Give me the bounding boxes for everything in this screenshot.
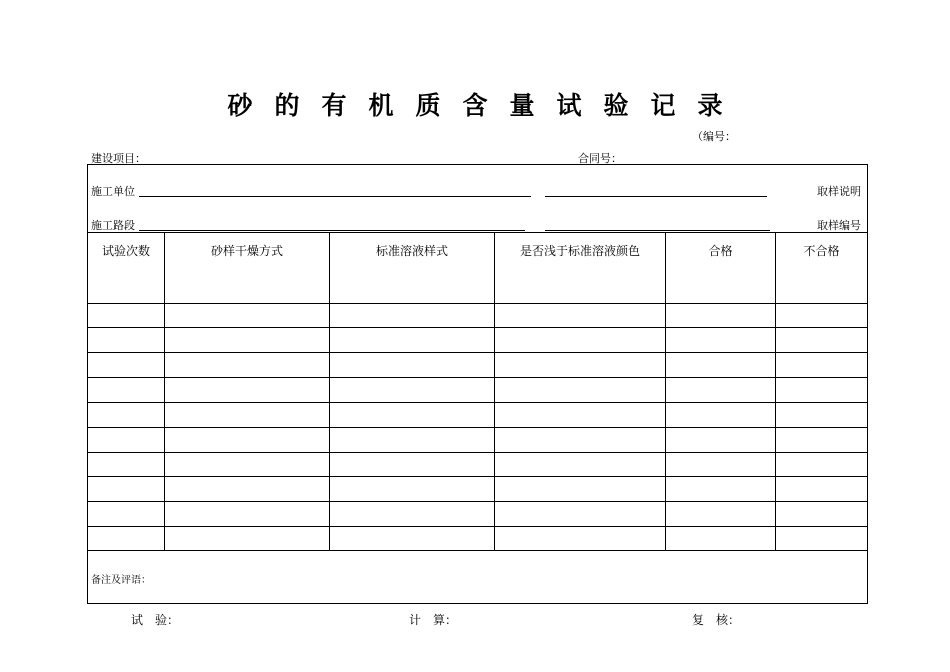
row-divider — [88, 501, 867, 502]
column-header-pass: 合格 — [708, 244, 733, 258]
row-divider — [88, 377, 867, 378]
row-divider — [88, 352, 867, 353]
project-label: 建设项目： — [91, 152, 146, 165]
construction-unit-field[interactable] — [139, 196, 531, 197]
column-header-drying-method: 砂样干燥方式 — [210, 244, 283, 258]
row-divider — [88, 402, 867, 403]
sampling-desc-label: 取样说明 — [817, 185, 861, 198]
calc-signature-label: 计 算： — [409, 613, 458, 627]
table-bottom-border — [88, 550, 867, 551]
column-header-test-count: 试验次数 — [101, 244, 150, 258]
test-signature-label: 试 验： — [131, 613, 180, 627]
row-divider — [88, 427, 867, 428]
column-divider — [665, 232, 666, 550]
road-section-field-2[interactable] — [545, 230, 770, 231]
sample-no-label: 取样编号 — [817, 219, 861, 232]
table-top-border — [88, 232, 867, 233]
page-title: 砂的有机质含量试验记录 — [227, 91, 745, 120]
road-section-label: 施工路段 — [91, 219, 135, 232]
construction-unit-field-2[interactable] — [545, 196, 767, 197]
column-divider — [329, 232, 330, 550]
road-section-field[interactable] — [139, 230, 525, 231]
column-header-lighter-than-standard: 是否浅于标准溶液颜色 — [519, 244, 640, 258]
column-header-standard-solution: 标准溶液样式 — [375, 244, 448, 258]
row-divider — [88, 476, 867, 477]
row-divider — [88, 452, 867, 453]
header-bottom-border — [88, 303, 867, 304]
form-number-label: （编号： — [692, 130, 736, 143]
construction-unit-label: 施工单位 — [91, 185, 135, 198]
column-header-fail: 不合格 — [803, 244, 840, 258]
row-divider — [88, 327, 867, 328]
row-divider — [88, 526, 867, 527]
column-divider — [164, 232, 165, 550]
review-signature-label: 复 核： — [692, 613, 741, 627]
column-divider — [494, 232, 495, 550]
column-divider — [775, 232, 776, 550]
contract-label: 合同号： — [578, 152, 622, 165]
form-frame — [87, 164, 868, 604]
remarks-label: 备注及评语： — [91, 575, 151, 586]
